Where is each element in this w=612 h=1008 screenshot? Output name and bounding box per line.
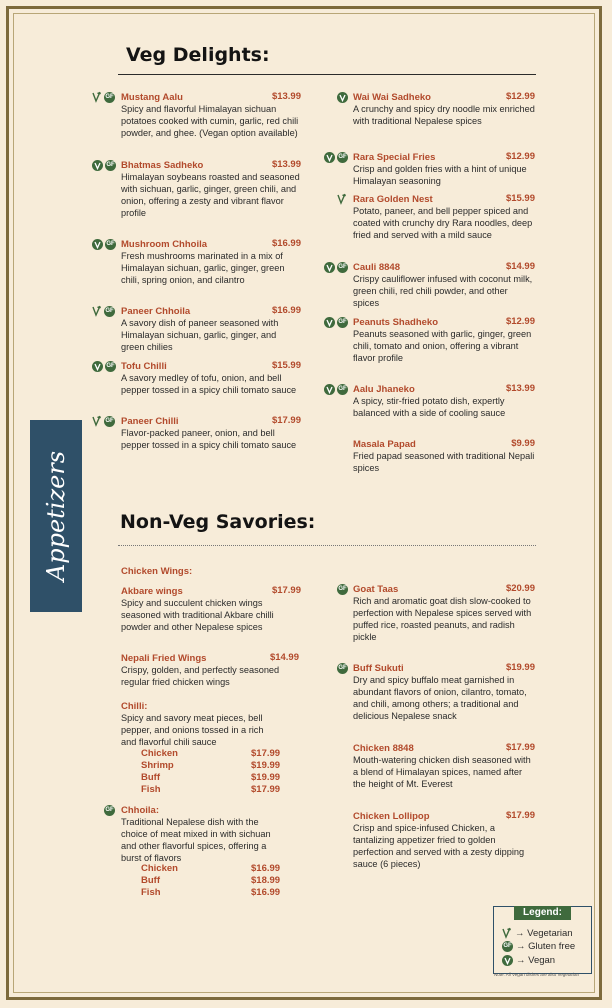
veg-section-title: Veg Delights: xyxy=(126,44,270,66)
gluten-free-icon: GF xyxy=(105,361,116,372)
chhoila-options xyxy=(141,863,281,899)
item-description: A spicy, stir-fried potato dish, expertly balanced with a side of cooling sauce xyxy=(353,396,506,418)
legend-title: Legend: xyxy=(514,906,571,920)
item-description: Himalayan soybeans roasted and seasoned with sichuan, garlic, ginger, green chili, and onion, offering a zesty and vibrant flavor profile xyxy=(121,172,300,218)
vegan-icon xyxy=(324,384,335,395)
item-name: Mustang Aalu xyxy=(121,92,183,103)
vegetarian-icon xyxy=(502,927,512,939)
vegan-icon xyxy=(92,239,103,250)
item-price: $17.99 xyxy=(505,810,535,821)
vegan-icon xyxy=(92,160,103,171)
option-label: Buff xyxy=(141,875,160,886)
option-label: Shrimp xyxy=(141,760,174,771)
menu-item xyxy=(353,810,535,870)
item-name: Buff Sukuti xyxy=(353,663,404,674)
vegetarian-icon xyxy=(337,193,347,205)
item-price: $17.99 xyxy=(505,742,535,753)
gluten-free-icon: GF xyxy=(104,416,115,427)
item-description: Crispy cauliflower infused with coconut milk, green chili, red chili powder, and other spices xyxy=(353,274,533,308)
menu-item xyxy=(353,91,535,127)
item-name: Wai Wai Sadheko xyxy=(353,92,431,103)
nonveg-section-title: Non-Veg Savories: xyxy=(120,511,316,533)
chilli-options xyxy=(141,748,281,796)
option-label: Fish xyxy=(141,784,161,795)
item-icons xyxy=(324,151,348,163)
item-price: $12.99 xyxy=(505,91,535,102)
item-name: Peanuts Shadheko xyxy=(353,317,438,328)
item-price: $16.99 xyxy=(271,305,301,316)
item-name: Masala Papad xyxy=(353,439,416,450)
option-row xyxy=(141,748,281,760)
item-description: Spicy and savory meat pieces, bell pepper, and onions tossed in a rich and flavorful chili sauce xyxy=(121,713,264,747)
item-name: Chilli: xyxy=(121,701,148,712)
item-name: Goat Taas xyxy=(353,584,399,595)
item-description: Fried papad seasoned with traditional Nepali spices xyxy=(353,451,535,473)
option-price: $16.99 xyxy=(251,863,281,874)
menu-item xyxy=(353,438,535,474)
gluten-free-icon: GF xyxy=(337,262,348,273)
item-icons xyxy=(92,360,116,372)
legend-vegetarian-label: → Vegetarian xyxy=(515,927,573,939)
item-description: A savory dish of paneer seasoned with Himalayan sichuan, garlic, ginger, and green chilies xyxy=(121,318,279,352)
item-price: $15.99 xyxy=(271,360,301,371)
gluten-free-icon: GF xyxy=(105,239,116,250)
item-icons xyxy=(92,91,115,103)
menu-item xyxy=(106,238,301,286)
menu-item xyxy=(338,316,535,364)
vegan-icon xyxy=(92,361,103,372)
item-name: Cauli 8848 xyxy=(353,262,400,273)
option-row xyxy=(141,875,281,887)
item-name: Paneer Chilli xyxy=(121,416,179,427)
legend-row-vegetarian xyxy=(502,927,573,939)
appetizers-side-tab xyxy=(30,420,82,612)
item-price: $17.99 xyxy=(271,415,301,426)
item-name: Chicken 8848 xyxy=(353,743,414,754)
option-price: $16.99 xyxy=(251,887,281,898)
side-tab-label: Appetizers xyxy=(42,450,70,582)
gluten-free-icon: GF xyxy=(337,152,348,163)
vegan-icon xyxy=(324,262,335,273)
menu-item-chhoila xyxy=(105,804,281,864)
item-name: Aalu Jhaneko xyxy=(353,384,415,395)
item-description: Spicy and flavorful Himalayan sichuan potatoes cooked with cumin, garlic, red chili powder, and ghee. (Vegan option available) xyxy=(121,104,299,138)
menu-item xyxy=(105,305,301,353)
item-price: $17.99 xyxy=(271,585,301,596)
menu-item xyxy=(353,742,535,790)
item-icons xyxy=(337,91,348,103)
gluten-free-icon: GF xyxy=(337,384,348,395)
menu-item xyxy=(338,583,535,643)
menu-item xyxy=(338,261,535,309)
option-row xyxy=(141,760,281,772)
item-name: Chicken Lollipop xyxy=(353,811,430,822)
item-price: $20.99 xyxy=(505,583,535,594)
item-name: Chhoila: xyxy=(121,805,159,816)
vegan-icon xyxy=(324,152,335,163)
option-label: Fish xyxy=(141,887,161,898)
item-price: $12.99 xyxy=(505,151,535,162)
menu-item xyxy=(353,193,535,241)
option-row xyxy=(141,887,281,899)
item-name: Mushroom Chhoila xyxy=(121,239,208,250)
item-icons xyxy=(324,261,348,273)
gluten-free-icon: GF xyxy=(104,92,115,103)
option-label: Chicken xyxy=(141,748,178,759)
menu-item xyxy=(106,159,301,219)
vegan-icon xyxy=(324,317,335,328)
item-icons xyxy=(337,583,348,595)
item-description: Traditional Nepalese dish with the choice of meat mixed in with sichuan and other flavorful spices, offering a burst of flavors xyxy=(121,817,271,863)
item-price: $19.99 xyxy=(505,662,535,673)
item-description: Spicy and succulent chicken wings seasoned with traditional Akbare chilli powder and other Nepalese spices xyxy=(121,598,274,632)
item-icons xyxy=(92,415,115,427)
item-name: Akbare wings xyxy=(121,586,183,597)
item-description: Potato, paneer, and bell pepper spiced and coated with crunchy dry Rara noodles, deep fried and served with a mild sauce xyxy=(353,206,533,240)
item-description: Rich and aromatic goat dish slow-cooked to perfection with Nepalese spices served with puffed rice, roasted peanuts, and radish pickle xyxy=(353,596,532,642)
menu-item-akbare-wings xyxy=(121,585,301,633)
gluten-free-icon: GF xyxy=(104,805,115,816)
option-price: $19.99 xyxy=(251,772,281,783)
item-icons xyxy=(92,238,116,250)
option-label: Chicken xyxy=(141,863,178,874)
menu-item xyxy=(338,151,535,187)
nonveg-section-rule xyxy=(118,545,536,546)
gluten-free-icon: GF xyxy=(337,584,348,595)
option-label: Buff xyxy=(141,772,160,783)
item-icons xyxy=(324,316,348,328)
item-description: Crisp and golden fries with a hint of unique Himalayan seasoning xyxy=(353,164,527,186)
item-icons xyxy=(324,383,348,395)
item-name: Bhatmas Sadheko xyxy=(121,160,204,171)
legend-row-vegan xyxy=(502,955,555,966)
veg-section-rule xyxy=(118,74,536,75)
item-icons xyxy=(337,662,348,674)
legend-row-gluten-free xyxy=(502,941,575,952)
item-description: A savory medley of tofu, onion, and bell pepper tossed in a spicy chili tomato sauce xyxy=(121,373,297,395)
legend-box xyxy=(493,906,592,974)
menu-item xyxy=(106,360,301,396)
menu-item xyxy=(338,383,535,419)
vegetarian-icon xyxy=(92,415,102,427)
gluten-free-icon: GF xyxy=(337,317,348,328)
menu-item xyxy=(105,415,301,451)
item-icons xyxy=(92,159,116,171)
item-name: Tofu Chilli xyxy=(121,361,167,372)
gluten-free-icon: GF xyxy=(104,306,115,317)
item-description: Flavor-packed paneer, onion, and bell pepper tossed in a spicy chili tomato sauce xyxy=(121,428,297,450)
item-description: Mouth-watering chicken dish seasoned with a blend of Himalayan spices, named after the height of Mt. Everest xyxy=(353,755,531,789)
option-row xyxy=(141,784,281,796)
legend-vegan-label: → Vegan xyxy=(516,955,556,966)
gluten-free-icon: GF xyxy=(502,941,513,952)
item-icons xyxy=(337,193,347,205)
item-price: $14.99 xyxy=(269,652,299,663)
item-price: $16.99 xyxy=(271,238,301,249)
item-price: $13.99 xyxy=(271,91,301,102)
item-price: $12.99 xyxy=(505,316,535,327)
item-price: $13.99 xyxy=(271,159,301,170)
item-description: Peanuts seasoned with garlic, ginger, green chili, tomato and onion, offering a vibrant flavor profile xyxy=(353,329,532,363)
option-row xyxy=(141,863,281,875)
menu-item-nepali-fried-wings xyxy=(121,652,299,688)
option-price: $17.99 xyxy=(251,748,281,759)
item-description: Dry and spicy buffalo meat garnished in abundant flavors of onion, cilantro, tomato, and chili, among others; a traditional and delicious Nepalese snack xyxy=(353,675,527,721)
chicken-wings-label: Chicken Wings: xyxy=(121,566,193,577)
legend-gluten-free-label: → Gluten free xyxy=(516,941,576,952)
item-icons xyxy=(92,305,115,317)
option-row xyxy=(141,772,281,784)
vegan-icon xyxy=(502,955,513,966)
vegetarian-icon xyxy=(92,305,102,317)
option-price: $17.99 xyxy=(251,784,281,795)
item-price: $14.99 xyxy=(505,261,535,272)
item-price: $13.99 xyxy=(505,383,535,394)
option-price: $18.99 xyxy=(251,875,281,886)
item-description: Crisp and spice-infused Chicken, a tantalizing appetizer fried to golden perfection and served with a zesty dipping sauce (6 pieces) xyxy=(353,823,525,869)
menu-item-chilli xyxy=(121,700,281,748)
legend-note: Note: All Vegan dishes are also Vegetarian xyxy=(494,972,580,977)
item-name: Rara Golden Nest xyxy=(353,194,433,205)
item-name: Rara Special Fries xyxy=(353,152,436,163)
vegan-icon xyxy=(337,92,348,103)
item-description: Crispy, golden, and perfectly seasoned regular fried chicken wings xyxy=(121,665,280,687)
gluten-free-icon: GF xyxy=(337,663,348,674)
item-price: $15.99 xyxy=(505,193,535,204)
vegetarian-icon xyxy=(92,91,102,103)
item-name: Paneer Chhoila xyxy=(121,306,191,317)
menu-item xyxy=(338,662,535,722)
item-description: Fresh mushrooms marinated in a mix of Himalayan sichuan, garlic, ginger, green chili, spring onion, and cilantro xyxy=(121,251,285,285)
item-name: Nepali Fried Wings xyxy=(121,653,207,664)
item-description: A crunchy and spicy dry noodle mix enriched with traditional Nepalese spices xyxy=(353,104,535,126)
item-price: $9.99 xyxy=(511,438,535,449)
gluten-free-icon: GF xyxy=(105,160,116,171)
menu-item xyxy=(105,91,301,139)
option-price: $19.99 xyxy=(251,760,281,771)
